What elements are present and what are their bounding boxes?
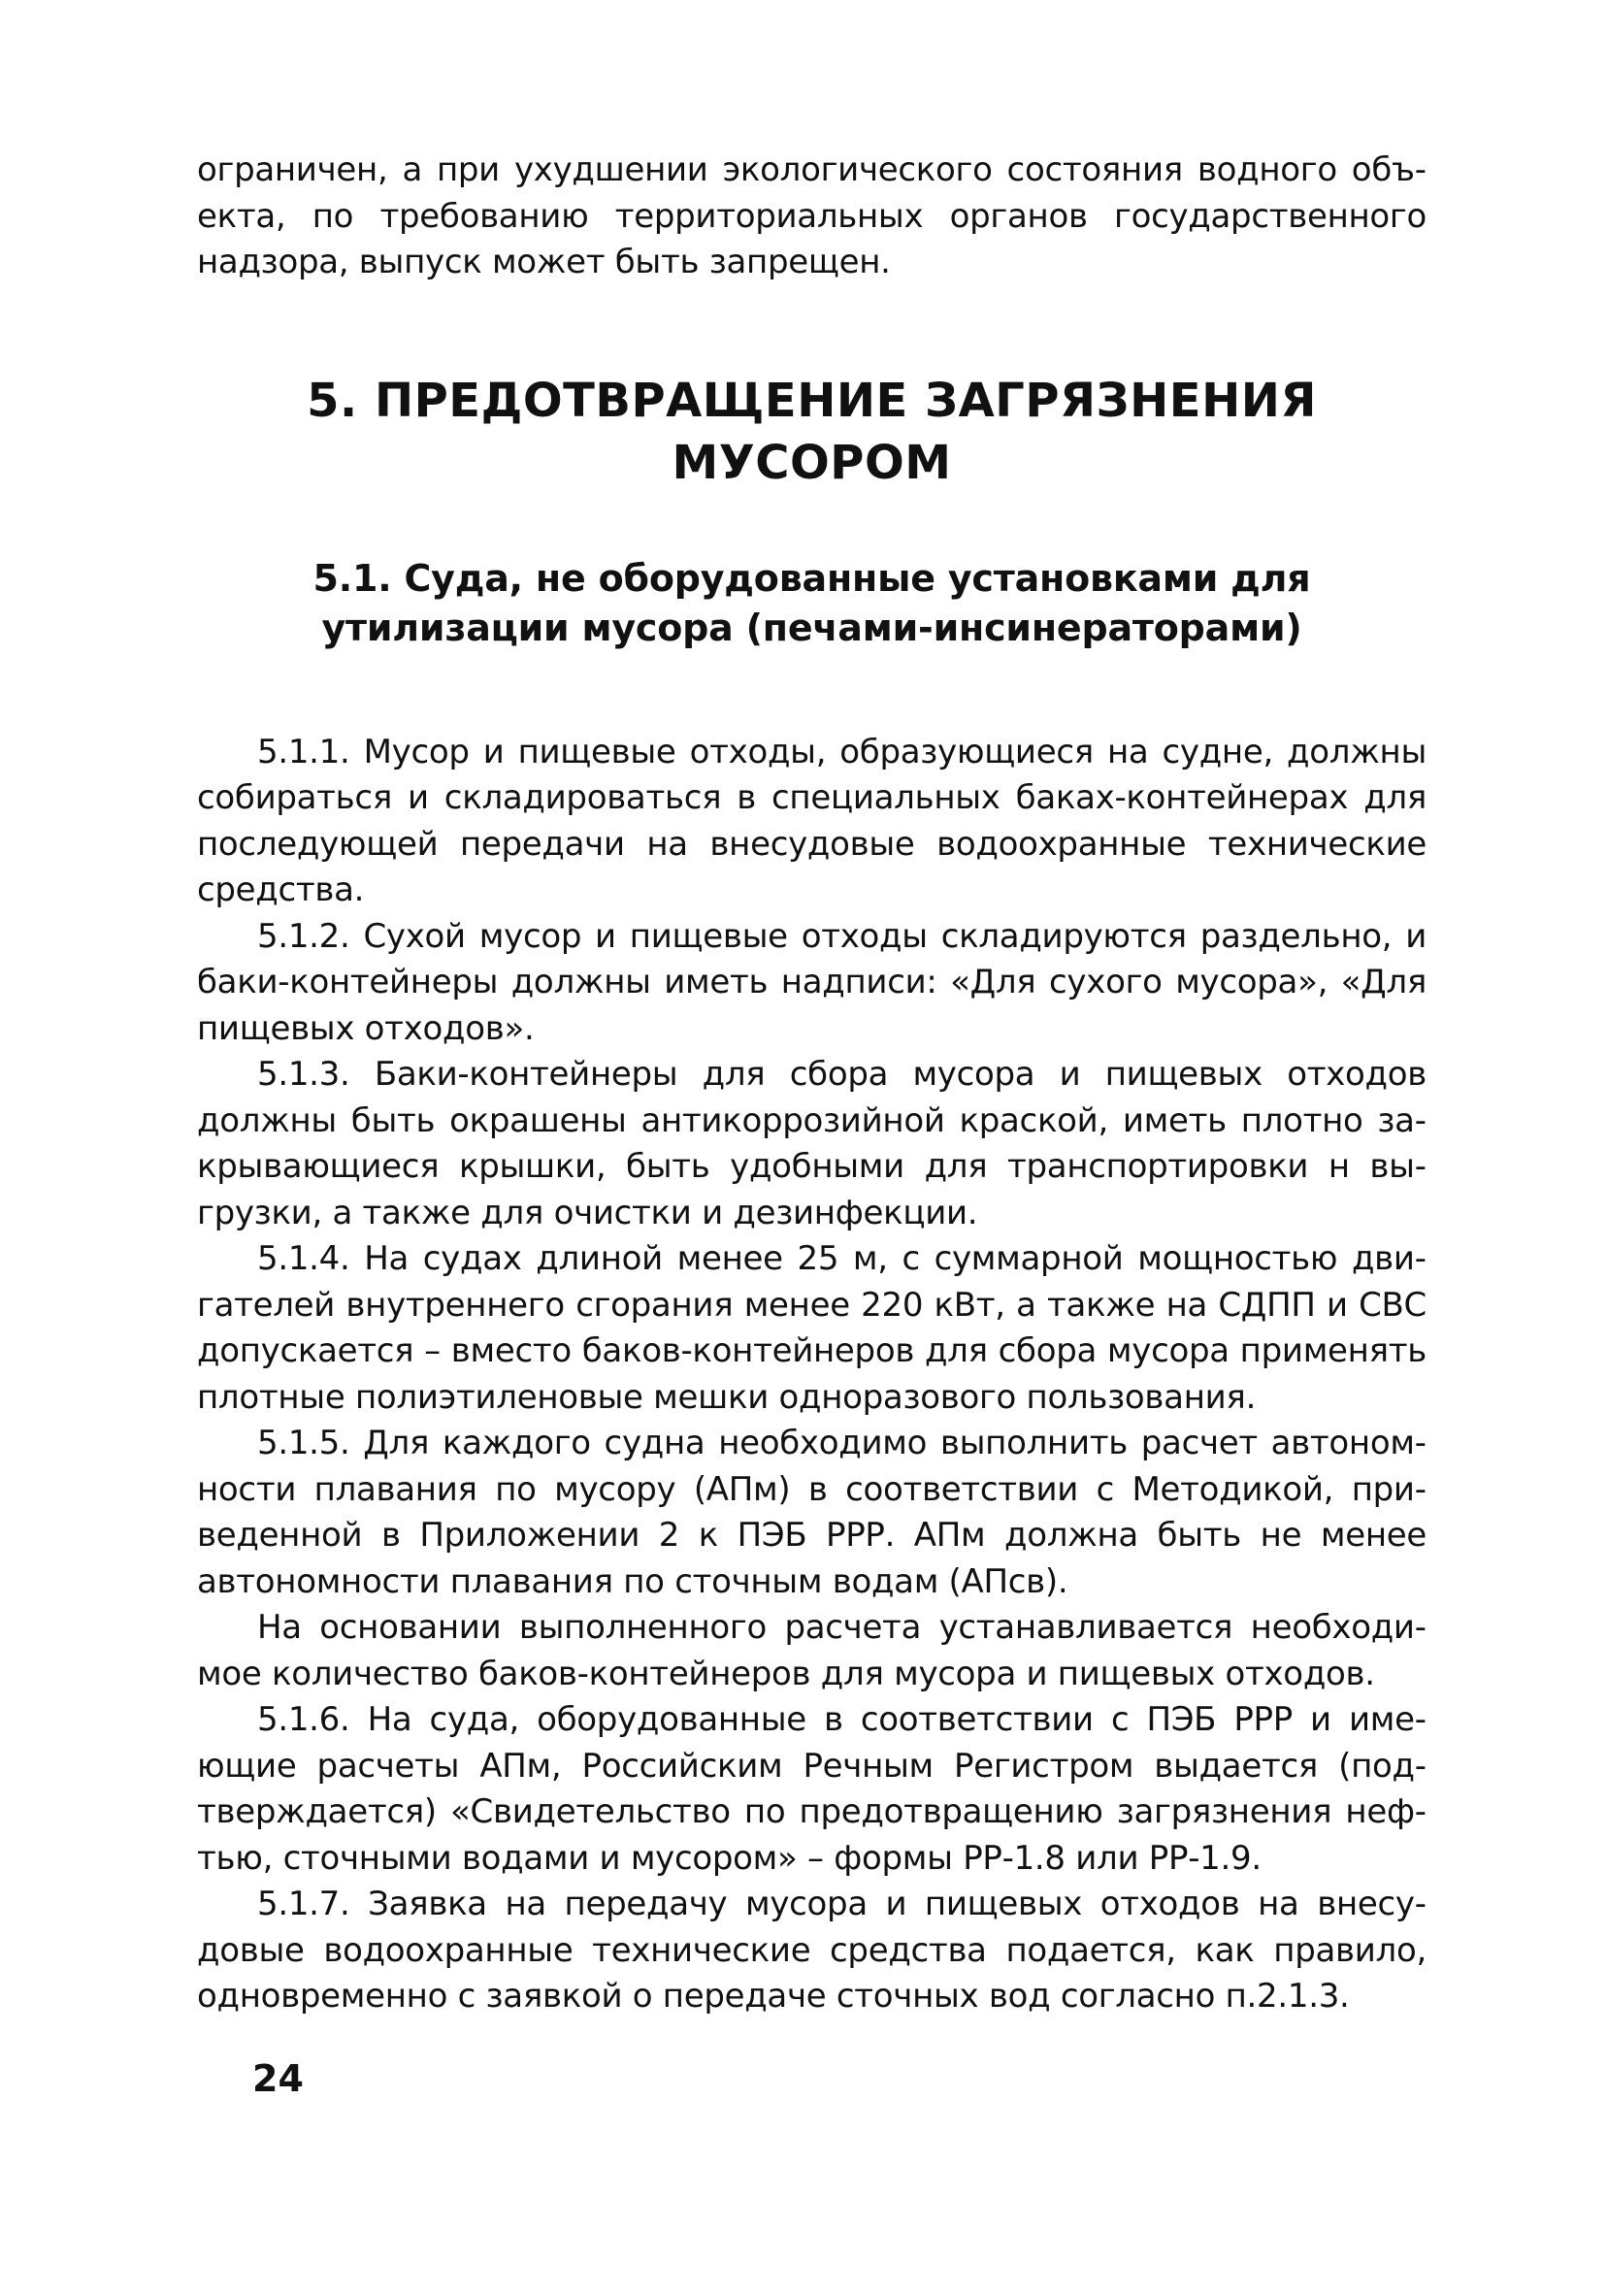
chapter-title: [197, 370, 1427, 494]
paragraph-5-1-5: 5.1.5. Для каждого судна необходимо выполнить расчет автономности плавания по мусору (АПм) в соответствии с Методикой, приведенной в Приложении 2 к ПЭБ РРР. АПм должна быть не менее автономности плавания по сточным водам (АПсв).: [197, 1424, 1427, 1601]
section-body: [197, 730, 1427, 2020]
section-title-line-1: 5.1. Суда, не оборудованные установками для: [312, 556, 1311, 600]
section-title: [197, 554, 1427, 653]
chapter-title-line-1: 5. ПРЕДОТВРАЩЕНИЕ ЗАГРЯЗНЕНИЯ: [307, 373, 1317, 428]
paragraph-5-1-1: 5.1.1. Мусор и пищевые отходы, образующиеся на судне, должны собираться и складироваться в специальных баках-контейнерах для последующей передачи на внесудовые водоохранные технические средства.: [197, 732, 1427, 909]
paragraph-calculation-note: На основании выполненного расчета устанавливается необходимое количество баков-контейнеров для мусора и пищевых отходов.: [197, 1608, 1427, 1693]
intro-paragraph: ограничен, а при ухудшении экологического состояния водного объекта, по требованию территориальных органов государственного надзора, выпуск может быть запрещен.: [197, 150, 1427, 281]
chapter-title-line-2: МУСОРОМ: [672, 435, 952, 490]
paragraph-5-1-4: 5.1.4. На судах длиной менее 25 м, с суммарной мощностью двигателей внутреннего сгорания менее 220 кВт, а также на СДПП и СВС допускается – вместо баков-контейнеров для сбора мусора применять плотные полиэтиленовые мешки одноразового пользования.: [197, 1239, 1427, 1417]
paragraph-5-1-6: 5.1.6. На суда, оборудованные в соответствии с ПЭБ РРР и имеющие расчеты АПм, Российским Речным Регистром выдается (подтверждается) «Свидетельство по предотвращению загрязнения нефтью, сточными водами и мусором» – формы РР-1.8 или РР-1.9.: [197, 1700, 1427, 1878]
section-title-line-2: утилизации мусора (печами-инсинераторами): [321, 606, 1302, 649]
paragraph-5-1-7: 5.1.7. Заявка на передачу мусора и пищевых отходов на внесудовые водоохранные технические средства подается, как правило, одновременно с заявкой о передаче сточных вод согласно п.2.1.3.: [197, 1885, 1427, 2016]
paragraph-5-1-3: 5.1.3. Баки-контейнеры для сбора мусора и пищевых отходов должны быть окрашены антикоррозийной краской, иметь плотно закрывающиеся крышки, быть удобными для транспортировки н выгрузки, а также для очистки и дезинфекции.: [197, 1055, 1427, 1232]
page-content: [197, 148, 1427, 2020]
paragraph-5-1-2: 5.1.2. Сухой мусор и пищевые отходы складируются раздельно, и баки-контейнеры должны иметь надписи: «Для сухого мусора», «Для пищевых отходов».: [197, 916, 1427, 1048]
page-number: 24: [252, 2057, 304, 2100]
